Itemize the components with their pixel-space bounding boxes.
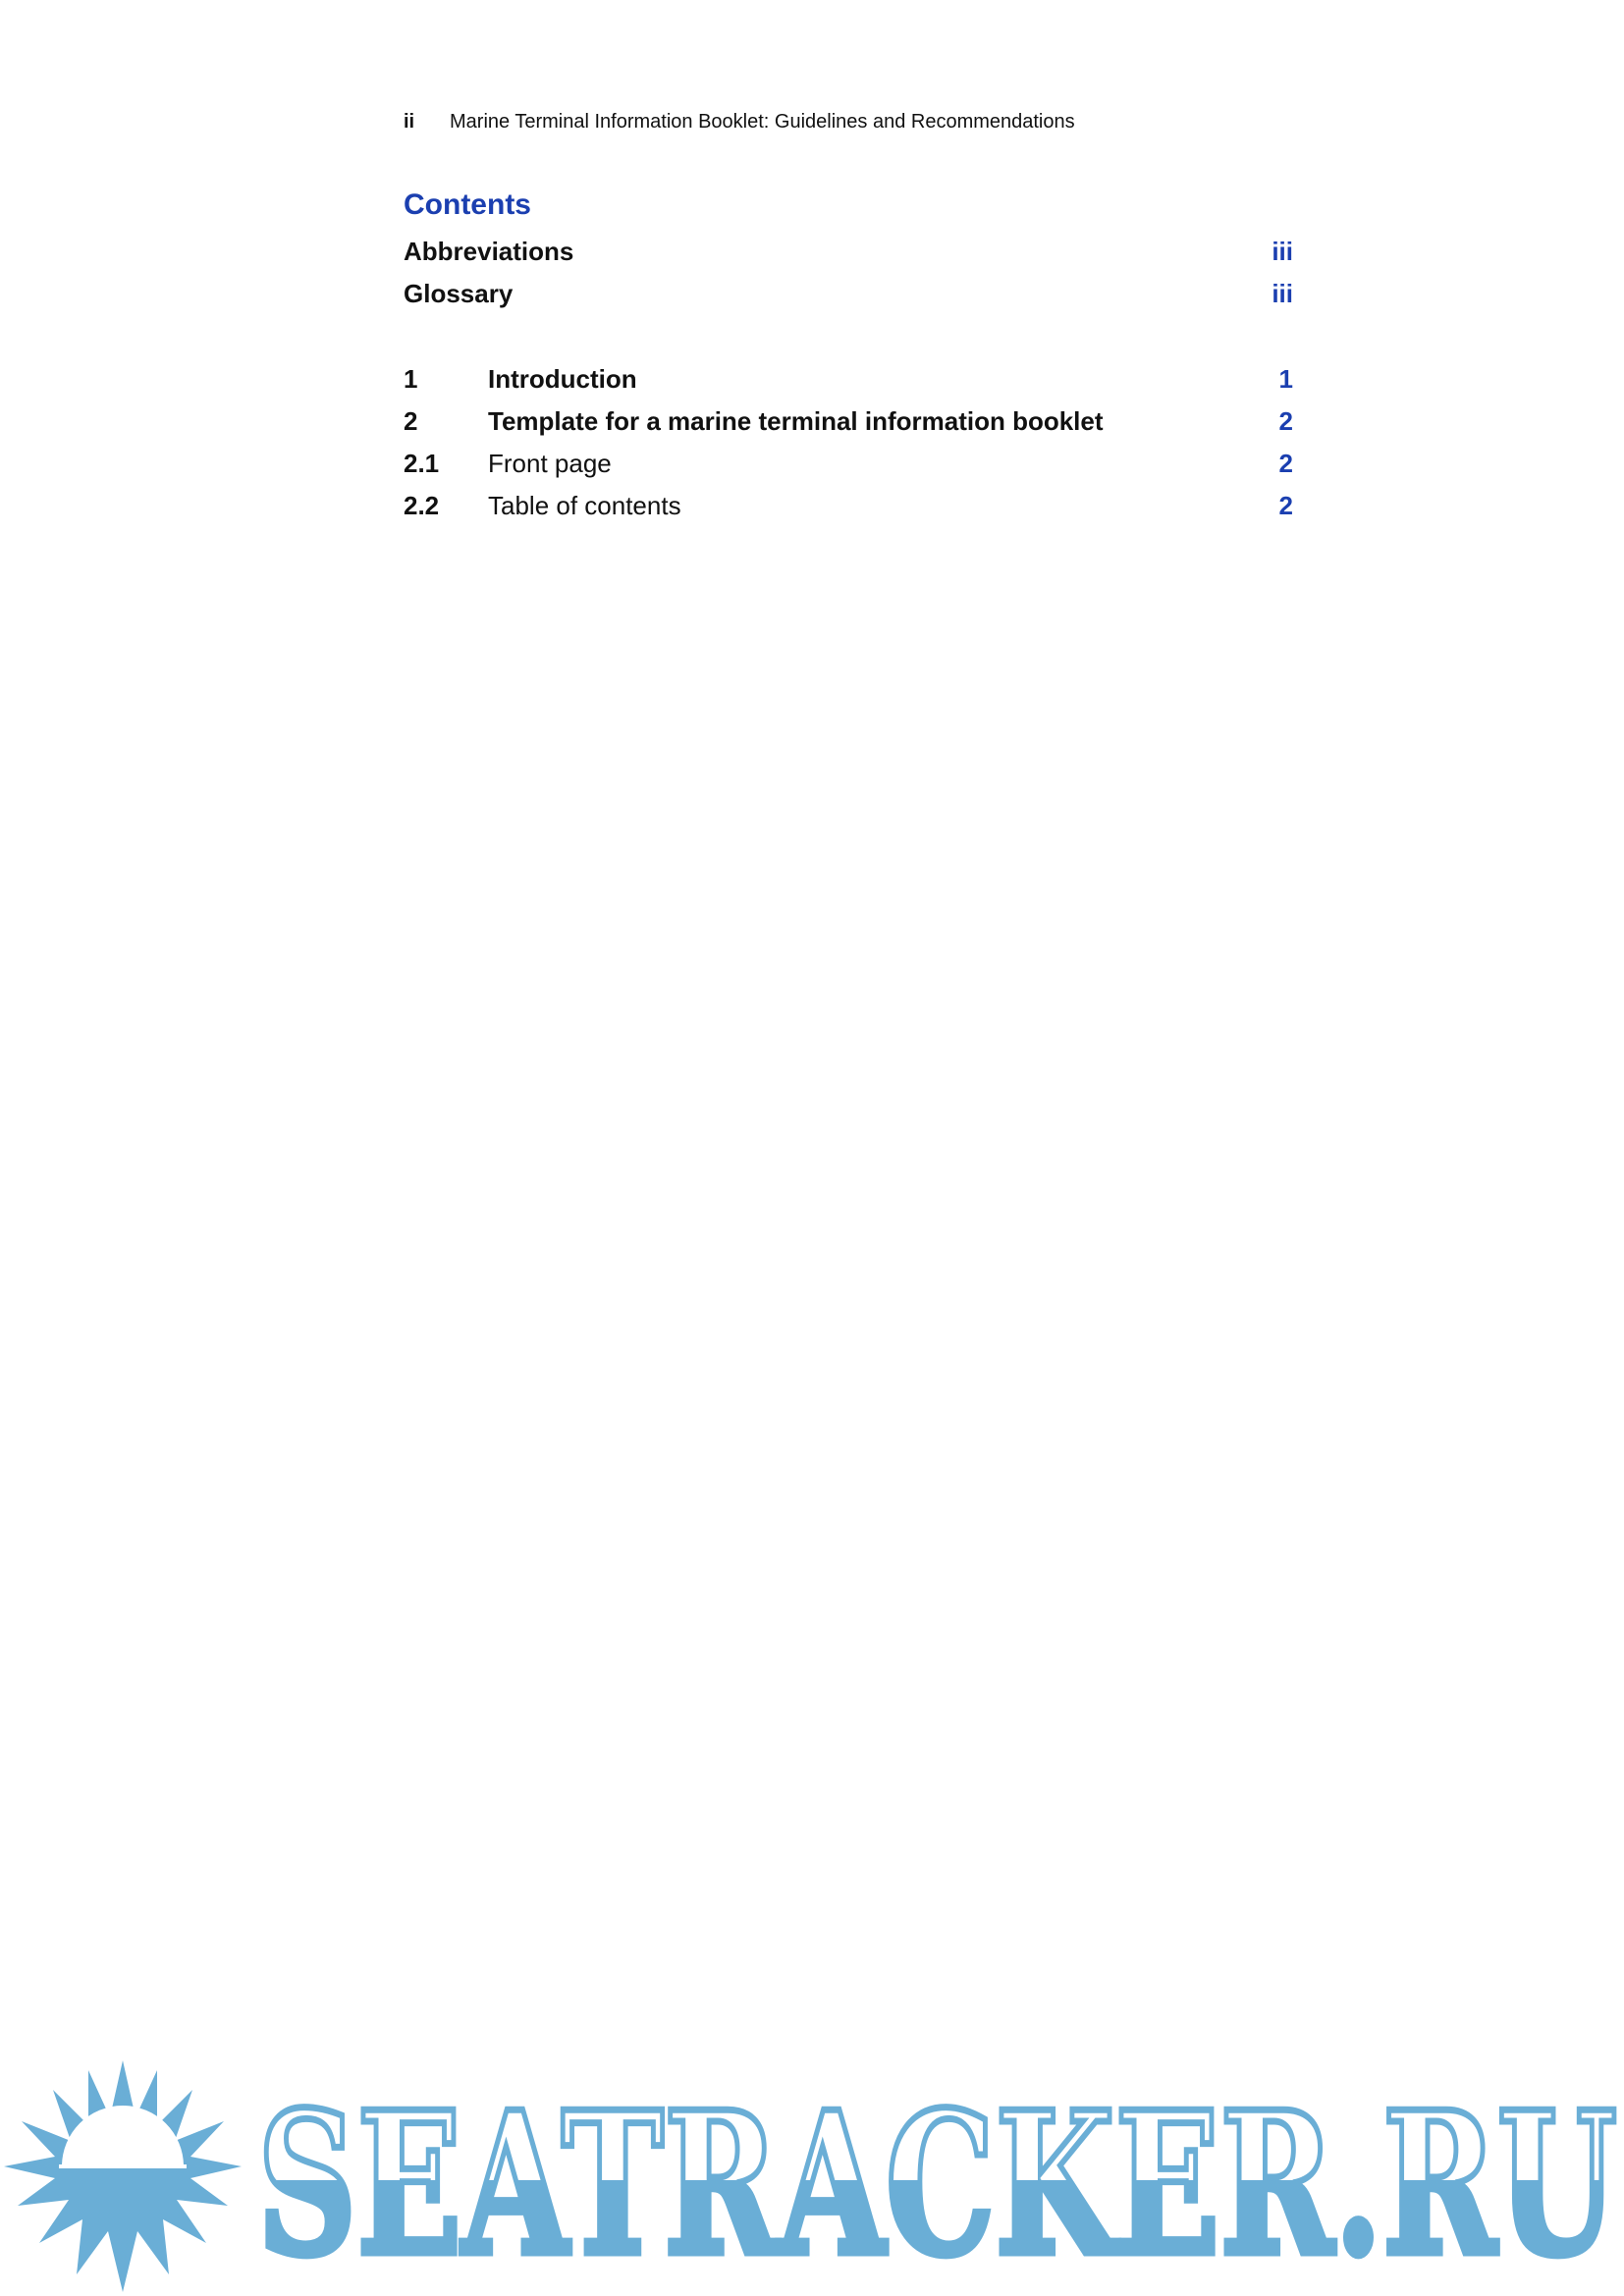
toc-entry-page: iii (1272, 279, 1293, 308)
watermark-text-content: SEATRACKER.RU (257, 2076, 1617, 2282)
toc-entry-page: iii (1272, 237, 1293, 266)
table-of-contents (404, 237, 1293, 533)
toc-entry-page: 1 (1278, 364, 1293, 394)
contents-title: Contents (404, 188, 531, 221)
toc-entry-label: Template for a marine terminal information booklet (488, 406, 1104, 436)
toc-entry-table-of-contents[interactable] (404, 491, 1293, 533)
toc-entry-glossary[interactable] (404, 279, 1293, 321)
toc-entry-label: Glossary (404, 279, 514, 308)
toc-entry-template[interactable] (404, 406, 1293, 449)
toc-entry-label: Introduction (488, 364, 637, 394)
toc-entry-label: Abbreviations (404, 237, 574, 266)
toc-entry-page: 2 (1278, 491, 1293, 520)
page-header (404, 111, 1075, 133)
toc-entry-number: 2 (404, 406, 418, 436)
toc-entry-label: Table of contents (488, 491, 681, 520)
toc-spacer (404, 321, 1293, 364)
toc-entry-abbreviations[interactable] (404, 237, 1293, 279)
toc-entry-page: 2 (1278, 406, 1293, 436)
watermark (0, 2056, 1624, 2296)
sun-icon (0, 2056, 245, 2296)
toc-entry-number: 1 (404, 364, 418, 394)
toc-entry-number: 2.1 (404, 449, 440, 478)
toc-entry-page: 2 (1278, 449, 1293, 478)
toc-entry-introduction[interactable] (404, 364, 1293, 406)
running-title: Marine Terminal Information Booklet: Guidelines and Recommendations (450, 111, 1075, 133)
toc-entry-number: 2.2 (404, 491, 440, 520)
watermark-text (257, 2076, 1622, 2282)
toc-entry-front-page[interactable] (404, 449, 1293, 491)
page-number: ii (404, 111, 415, 133)
toc-entry-label: Front page (488, 449, 612, 478)
